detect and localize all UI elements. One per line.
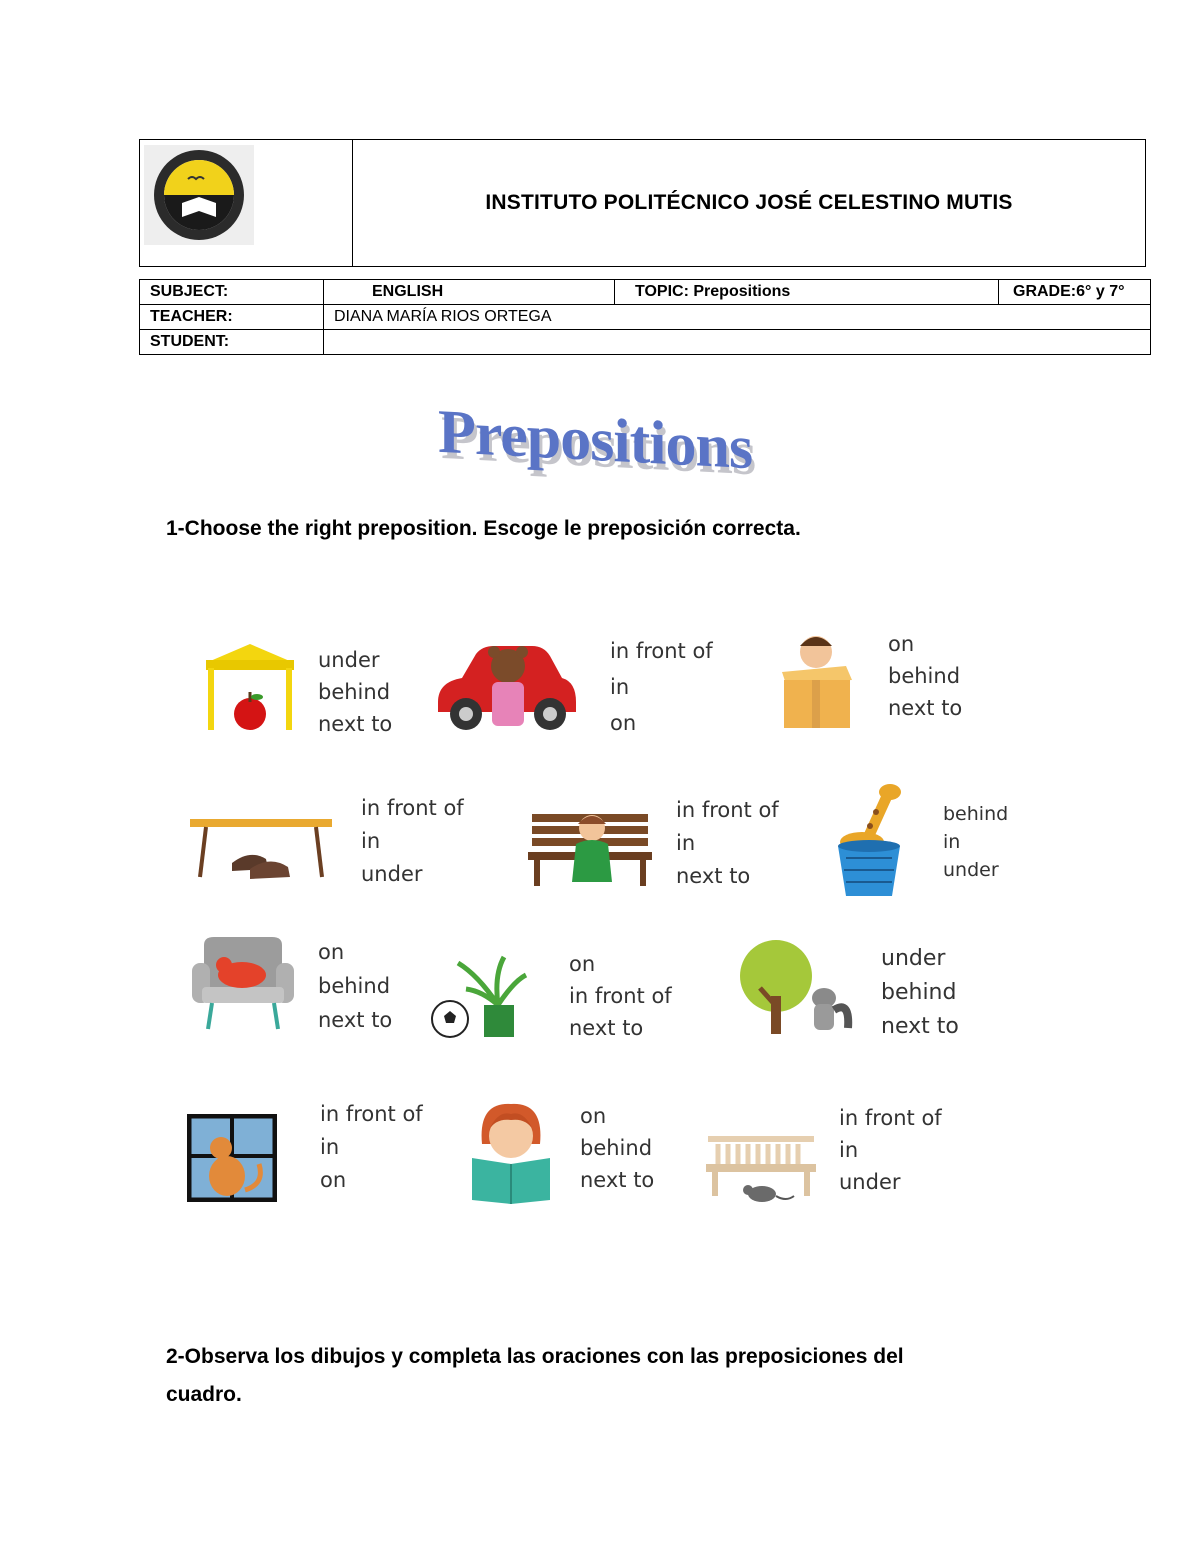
options-2 xyxy=(610,633,713,741)
exercise2-line1: 2-Observa los dibujos y completa las oraciones con las preposiciones del xyxy=(166,1345,904,1368)
option[interactable]: behind xyxy=(888,664,961,688)
option[interactable]: in front of xyxy=(839,1106,942,1130)
raccoon-behind-tree-picture xyxy=(738,940,856,1036)
option[interactable]: in front of xyxy=(676,798,779,822)
grade: GRADE:6° y 7° xyxy=(999,280,1151,305)
options-4 xyxy=(361,792,464,891)
options-5 xyxy=(676,794,779,893)
option[interactable]: under xyxy=(881,946,946,971)
option[interactable]: in front of xyxy=(320,1102,423,1126)
options-10 xyxy=(320,1098,423,1197)
option[interactable]: in front of xyxy=(569,984,672,1008)
option[interactable]: on xyxy=(610,711,637,735)
exercise2-instruction xyxy=(166,1338,904,1414)
options-8 xyxy=(569,948,672,1044)
teacher-value: DIANA MARÍA RIOS ORTEGA xyxy=(324,305,1151,330)
option[interactable]: next to xyxy=(881,1014,959,1039)
option[interactable]: in xyxy=(943,831,961,853)
option[interactable]: behind xyxy=(318,680,391,704)
prepositions-title: Prepositions xyxy=(438,397,753,483)
subject-value: ENGLISH xyxy=(324,280,615,305)
subject-label: SUBJECT: xyxy=(140,280,324,305)
option[interactable]: on xyxy=(888,632,915,656)
giraffe-in-basket-picture xyxy=(832,778,906,900)
option[interactable]: next to xyxy=(318,712,393,736)
bear-in-car-picture xyxy=(432,642,580,732)
option[interactable]: under xyxy=(361,862,423,886)
options-11 xyxy=(580,1100,654,1196)
option[interactable]: next to xyxy=(676,864,751,888)
option[interactable]: behind xyxy=(943,803,1009,825)
school-header xyxy=(139,139,1146,267)
ball-next-to-plant-picture xyxy=(428,955,530,1039)
option[interactable]: under xyxy=(318,648,380,672)
exercise1-instruction: 1-Choose the right preposition. Escoge le preposición correcta. xyxy=(166,517,801,540)
girl-behind-book-picture xyxy=(468,1102,554,1204)
option[interactable]: in xyxy=(361,829,381,853)
option[interactable]: under xyxy=(943,859,999,881)
option[interactable]: next to xyxy=(580,1168,655,1192)
option[interactable]: next to xyxy=(318,1008,393,1032)
apple-under-tent-picture xyxy=(200,642,300,737)
mouse-under-bench-picture xyxy=(706,1134,816,1210)
exercise2-line2: cuadro. xyxy=(166,1383,242,1406)
option[interactable]: under xyxy=(839,1170,901,1194)
option[interactable]: behind xyxy=(580,1136,653,1160)
options-3 xyxy=(888,628,962,724)
option[interactable]: next to xyxy=(888,696,963,720)
girl-in-front-of-bench-picture xyxy=(528,808,652,888)
option[interactable]: next to xyxy=(569,1016,644,1040)
options-1 xyxy=(318,644,392,740)
option[interactable]: behind xyxy=(881,980,957,1005)
options-7 xyxy=(318,935,392,1037)
options-9 xyxy=(881,942,959,1044)
topic: TOPIC: Prepositions xyxy=(615,280,999,305)
options-12 xyxy=(839,1102,942,1198)
title-cell xyxy=(353,140,1145,266)
option[interactable]: on xyxy=(318,940,345,964)
option[interactable]: on xyxy=(320,1168,347,1192)
institution-name: INSTITUTO POLITÉCNICO JOSÉ CELESTINO MUTIS xyxy=(485,191,1013,214)
option[interactable]: on xyxy=(580,1104,607,1128)
cat-in-window-picture xyxy=(187,1114,277,1202)
option[interactable]: in front of xyxy=(361,796,464,820)
logo-cell xyxy=(140,140,353,266)
teacher-label: TEACHER: xyxy=(140,305,324,330)
option[interactable]: on xyxy=(569,952,596,976)
option[interactable]: in xyxy=(320,1135,340,1159)
option[interactable]: in xyxy=(676,831,696,855)
info-table xyxy=(139,279,1151,355)
student-field[interactable] xyxy=(324,330,1151,355)
option[interactable]: in front of xyxy=(610,639,713,663)
school-logo xyxy=(144,145,254,255)
boy-behind-box-picture xyxy=(780,632,854,732)
option[interactable]: in xyxy=(610,675,630,699)
option[interactable]: behind xyxy=(318,974,391,998)
options-6 xyxy=(943,800,1008,884)
student-label: STUDENT: xyxy=(140,330,324,355)
shoes-under-table-picture xyxy=(190,815,332,883)
cat-on-armchair-picture xyxy=(190,935,296,1031)
option[interactable]: in xyxy=(839,1138,859,1162)
